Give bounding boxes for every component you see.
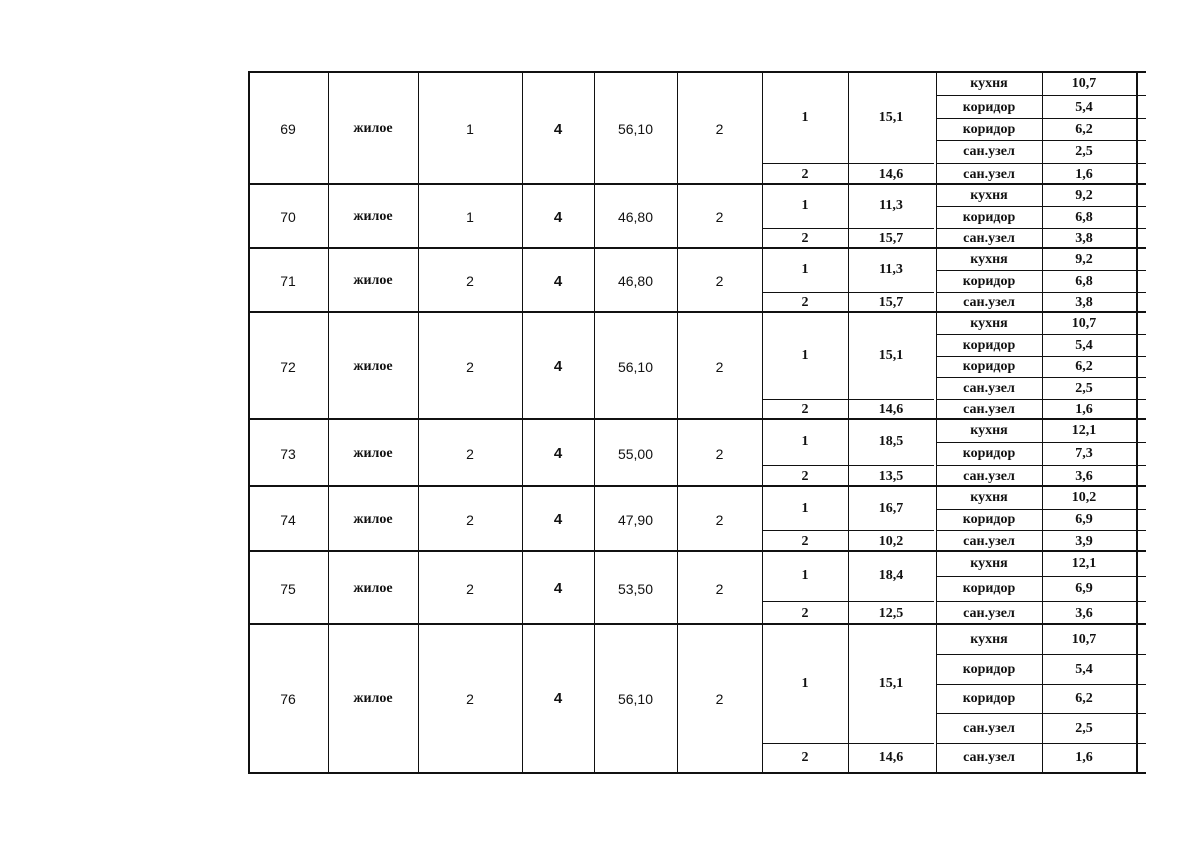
auxiliary-room-area: 6,8	[1075, 273, 1093, 289]
auxiliary-room-name: кухня	[970, 489, 1008, 505]
apartment-row	[248, 247, 1146, 313]
living-room-row	[762, 487, 934, 530]
auxiliary-room-name: коридор	[962, 512, 1016, 528]
apartment-number: 71	[280, 273, 296, 289]
auxiliary-room-area: 1,6	[1075, 750, 1093, 766]
living-room-area: 18,4	[878, 568, 904, 584]
apartment-area: 46,80	[617, 209, 654, 225]
auxiliary-room-name: кухня	[970, 251, 1008, 267]
auxiliary-room-area: 2,5	[1075, 720, 1093, 736]
auxiliary-room-name: кухня	[970, 423, 1008, 439]
living-room-area: 14,6	[878, 750, 904, 766]
apartment-row	[248, 183, 1146, 249]
living-room-number: 2	[801, 468, 809, 484]
auxiliary-room-row	[936, 118, 1146, 141]
living-room-area: 16,7	[878, 500, 904, 516]
auxiliary-room-name: кухня	[970, 556, 1008, 572]
auxiliary-room-area: 6,9	[1075, 581, 1093, 597]
auxiliary-room-area: 12,1	[1071, 423, 1097, 439]
living-room-row	[762, 552, 934, 601]
living-room-area: 15,1	[878, 109, 904, 125]
auxiliary-room-area: 6,2	[1075, 359, 1093, 375]
auxiliary-room-row	[936, 356, 1146, 378]
auxiliary-room-row	[936, 249, 1146, 270]
living-room-area: 15,1	[878, 347, 904, 363]
auxiliary-room-row	[936, 334, 1146, 356]
auxiliary-room-area: 9,2	[1075, 251, 1093, 267]
auxiliary-room-name: сан.узел	[963, 231, 1015, 247]
auxiliary-room-row	[936, 552, 1146, 576]
auxiliary-room-name: сан.узел	[963, 468, 1015, 484]
auxiliary-room-row	[936, 95, 1146, 118]
apartment-row	[248, 623, 1146, 774]
living-room-row	[762, 185, 934, 228]
auxiliary-room-area: 3,8	[1075, 295, 1093, 311]
auxiliary-room-row	[936, 420, 1146, 442]
apartment-floor: 2	[466, 358, 474, 375]
apartment-number: 76	[280, 690, 296, 707]
auxiliary-room-name: коридор	[962, 99, 1016, 115]
apartment-section: 4	[553, 120, 563, 138]
auxiliary-room-area: 3,6	[1075, 468, 1093, 484]
apartment-rooms-count: 2	[715, 209, 724, 225]
living-room-area: 18,5	[878, 434, 904, 450]
auxiliary-room-area: 3,9	[1075, 534, 1093, 550]
auxiliary-room-name: сан.узел	[963, 534, 1015, 550]
auxiliary-room-area: 10,2	[1071, 489, 1097, 505]
apartment-purpose: жилое	[353, 580, 393, 596]
auxiliary-room-area: 10,7	[1071, 631, 1097, 647]
living-room-area: 15,1	[878, 675, 904, 691]
auxiliary-room-row	[936, 576, 1146, 601]
auxiliary-room-row	[936, 270, 1146, 292]
auxiliary-room-row	[936, 684, 1146, 714]
apartment-area: 46,80	[617, 273, 654, 289]
living-room-area: 14,6	[878, 402, 904, 418]
apartment-number: 74	[280, 511, 296, 528]
living-room-number: 2	[801, 534, 809, 550]
living-room-number: 2	[801, 402, 809, 418]
auxiliary-room-area: 5,4	[1075, 99, 1093, 115]
apartment-purpose: жилое	[353, 209, 393, 224]
apartment-purpose: жилое	[353, 273, 393, 288]
auxiliary-room-area: 3,8	[1075, 231, 1093, 247]
apartment-purpose: жилое	[353, 121, 393, 136]
auxiliary-room-row	[936, 625, 1146, 654]
apartment-section: 4	[553, 445, 563, 462]
apartment-floor: 2	[466, 445, 474, 462]
auxiliary-room-name: коридор	[962, 273, 1016, 289]
auxiliary-room-name: кухня	[970, 187, 1008, 203]
auxiliary-room-name: коридор	[962, 581, 1016, 597]
apartment-table	[248, 71, 1146, 771]
apartment-section: 4	[553, 690, 563, 707]
apartment-row	[248, 418, 1146, 487]
living-room-row	[762, 73, 934, 163]
living-room-number: 2	[801, 166, 809, 182]
apartment-purpose: жилое	[353, 445, 393, 461]
apartment-area: 47,90	[617, 511, 654, 528]
apartment-floor: 2	[466, 511, 474, 528]
auxiliary-room-name: коридор	[962, 209, 1016, 225]
auxiliary-room-row	[936, 487, 1146, 509]
living-room-number: 2	[801, 231, 809, 247]
auxiliary-room-area: 9,2	[1075, 187, 1093, 203]
apartment-area: 56,10	[617, 358, 654, 375]
auxiliary-room-name: сан.узел	[963, 605, 1015, 621]
apartment-purpose: жилое	[353, 358, 393, 374]
auxiliary-room-row	[936, 73, 1146, 95]
apartment-rooms-count: 2	[715, 690, 724, 707]
living-room-row	[762, 743, 934, 773]
apartment-row	[248, 311, 1146, 420]
apartment-number: 70	[280, 209, 296, 225]
auxiliary-room-name: сан.узел	[963, 295, 1015, 311]
auxiliary-room-name: коридор	[962, 359, 1016, 375]
auxiliary-room-area: 6,9	[1075, 512, 1093, 528]
auxiliary-room-name: сан.узел	[963, 380, 1015, 396]
living-room-number: 1	[801, 500, 809, 516]
auxiliary-room-name: коридор	[962, 691, 1016, 707]
living-room-row	[762, 313, 934, 399]
auxiliary-room-area: 3,6	[1075, 605, 1093, 621]
auxiliary-room-area: 1,6	[1075, 402, 1093, 418]
auxiliary-room-area: 2,5	[1075, 380, 1093, 396]
living-room-row	[762, 420, 934, 465]
auxiliary-room-name: сан.узел	[963, 144, 1015, 160]
auxiliary-room-name: коридор	[962, 662, 1016, 678]
apartment-area: 56,10	[617, 690, 654, 707]
auxiliary-room-row	[936, 185, 1146, 206]
auxiliary-room-name: сан.узел	[963, 750, 1015, 766]
auxiliary-room-row	[936, 509, 1146, 532]
living-room-number: 1	[801, 198, 809, 214]
auxiliary-room-area: 12,1	[1071, 556, 1097, 572]
auxiliary-room-name: кухня	[970, 76, 1008, 92]
living-room-area: 12,5	[878, 605, 904, 621]
apartment-section: 4	[553, 511, 563, 528]
living-room-area: 11,3	[879, 198, 903, 214]
auxiliary-room-row	[936, 654, 1146, 684]
living-room-area: 11,3	[879, 262, 903, 278]
apartment-rooms-count: 2	[715, 358, 724, 375]
apartment-rooms-count: 2	[715, 580, 724, 597]
apartment-rooms-count: 2	[715, 121, 724, 137]
auxiliary-room-area: 1,6	[1075, 166, 1093, 182]
apartment-floor: 2	[466, 580, 474, 597]
living-room-area: 10,2	[878, 534, 904, 550]
apartment-rooms-count: 2	[715, 273, 724, 289]
auxiliary-room-area: 5,4	[1075, 338, 1093, 354]
apartment-purpose: жилое	[353, 511, 393, 527]
apartment-area: 55,00	[617, 445, 654, 462]
auxiliary-room-area: 6,2	[1075, 121, 1093, 137]
living-room-number: 2	[801, 295, 809, 311]
living-room-number: 1	[801, 568, 809, 584]
living-room-number: 2	[801, 750, 809, 766]
apartment-row	[248, 550, 1146, 625]
apartment-floor: 1	[466, 121, 474, 137]
living-room-area: 14,6	[878, 166, 904, 182]
auxiliary-room-area: 6,2	[1075, 691, 1093, 707]
auxiliary-room-name: сан.узел	[963, 402, 1015, 418]
apartment-area: 53,50	[617, 580, 654, 597]
apartment-section: 4	[553, 580, 563, 597]
auxiliary-room-row	[936, 442, 1146, 465]
living-room-number: 1	[801, 262, 809, 278]
apartment-purpose: жилое	[353, 690, 393, 706]
living-room-area: 15,7	[878, 231, 904, 247]
auxiliary-room-row	[936, 713, 1146, 743]
auxiliary-room-area: 10,7	[1071, 76, 1097, 92]
auxiliary-room-name: коридор	[962, 338, 1016, 354]
apartment-rooms-count: 2	[715, 445, 724, 462]
apartment-section: 4	[553, 358, 563, 375]
auxiliary-room-name: кухня	[970, 631, 1008, 647]
living-room-number: 1	[801, 675, 809, 691]
apartment-number: 69	[280, 121, 296, 137]
auxiliary-room-name: коридор	[962, 446, 1016, 462]
living-room-row	[762, 625, 934, 743]
auxiliary-room-area: 2,5	[1075, 144, 1093, 160]
apartment-row	[248, 71, 1146, 185]
auxiliary-room-row	[936, 743, 1146, 773]
apartment-number: 73	[280, 445, 296, 462]
apartment-section: 4	[553, 272, 563, 290]
living-room-area: 13,5	[878, 468, 904, 484]
auxiliary-room-row	[936, 377, 1146, 399]
auxiliary-room-row	[936, 206, 1146, 228]
living-room-row	[762, 249, 934, 292]
auxiliary-room-name: кухня	[970, 315, 1008, 331]
apartment-floor: 2	[466, 273, 474, 289]
auxiliary-room-area: 10,7	[1071, 315, 1097, 331]
living-room-number: 2	[801, 605, 809, 621]
auxiliary-room-name: сан.узел	[963, 166, 1015, 182]
living-room-number: 1	[801, 434, 809, 450]
auxiliary-room-row	[936, 140, 1146, 163]
auxiliary-room-name: коридор	[962, 121, 1016, 137]
apartment-rooms-count: 2	[715, 511, 724, 528]
auxiliary-room-name: сан.узел	[963, 720, 1015, 736]
apartment-section: 4	[553, 208, 563, 226]
living-room-number: 1	[801, 109, 809, 125]
living-room-number: 1	[801, 347, 809, 363]
auxiliary-room-row	[936, 313, 1146, 334]
apartment-number: 72	[280, 358, 296, 375]
apartment-number: 75	[280, 580, 296, 597]
auxiliary-room-area: 6,8	[1075, 209, 1093, 225]
auxiliary-room-area: 7,3	[1075, 446, 1093, 462]
apartment-floor: 1	[466, 209, 474, 225]
living-room-area: 15,7	[878, 295, 904, 311]
apartment-area: 56,10	[617, 121, 654, 137]
apartment-floor: 2	[466, 690, 474, 707]
auxiliary-room-area: 5,4	[1075, 662, 1093, 678]
apartment-row	[248, 485, 1146, 552]
